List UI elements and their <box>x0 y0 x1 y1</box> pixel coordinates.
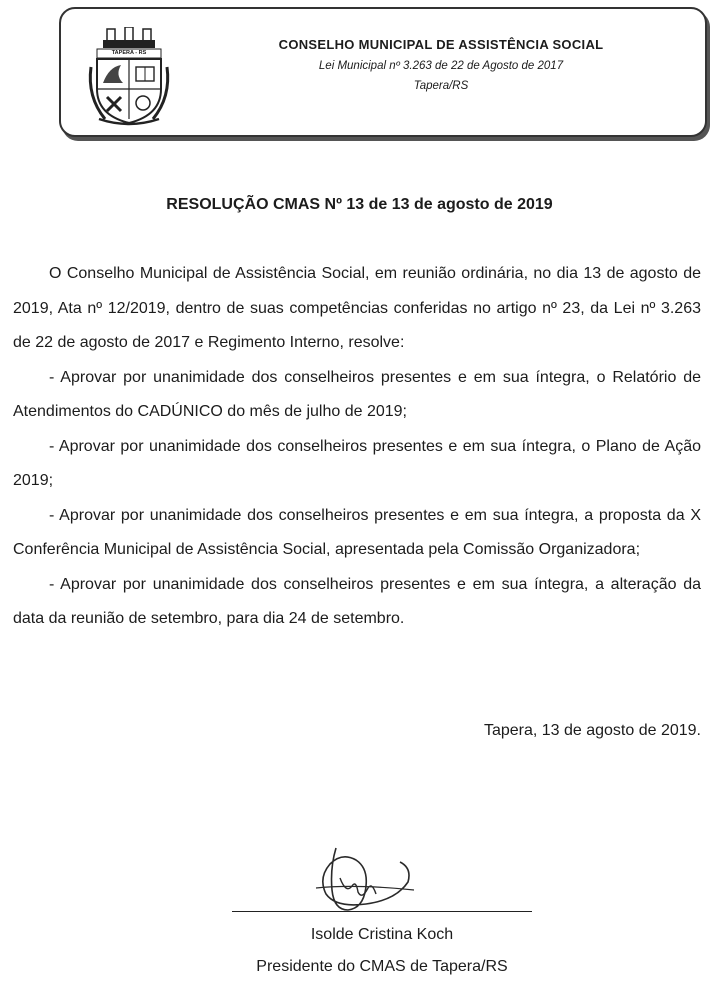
resolution-item-3: - Aprovar por unanimidade dos conselheiros presentes e em sua íntegra, a proposta da X Conferência Municipal de Assistência Social, apresentada pela Comissão Organizadora; <box>13 506 701 558</box>
city-name: Tapera/RS <box>413 80 469 92</box>
resolution-title: RESOLUÇÃO CMAS Nº 13 de 13 de agosto de 2019 <box>166 196 553 213</box>
signature-line <box>232 911 532 912</box>
letterhead <box>59 7 707 137</box>
law-reference: Lei Municipal nº 3.263 de 22 de Agosto de 2017 <box>318 60 564 72</box>
resolution-body <box>13 257 701 637</box>
resolution-item-4: - Aprovar por unanimidade dos conselheiros presentes e em sua íntegra, a alteração da data da reunião de setembro, para dia 24 de setembro. <box>13 575 701 627</box>
letterhead-text <box>191 37 691 92</box>
resolution-item-1: - Aprovar por unanimidade dos conselheiros presentes e em sua íntegra, o Relatório de Atendimentos do CADÚNICO do mês de julho de 2019; <box>13 368 701 420</box>
crest-label: TAPERA - RS <box>111 49 147 56</box>
signer-name: Isolde Cristina Koch <box>310 926 454 943</box>
place-date: Tapera, 13 de agosto de 2019. <box>483 722 701 739</box>
handwritten-signature-icon <box>296 838 424 920</box>
intro-paragraph: O Conselho Municipal de Assistência Social, em reunião ordinária, no dia 13 de agosto de 2019, Ata nº 12/2019, dentro de suas competências conferidas no artigo nº 23, da Lei nº 3.263 de 22 de agosto de 2017 e Regimento Interno, resolve: <box>13 265 701 351</box>
coat-of-arms-icon <box>85 27 173 127</box>
resolution-item-2: - Aprovar por unanimidade dos conselheiros presentes e em sua íntegra, o Plano de Ação 2019; <box>13 437 701 489</box>
signer-role: Presidente do CMAS de Tapera/RS <box>256 958 508 975</box>
council-name: CONSELHO MUNICIPAL DE ASSISTÊNCIA SOCIAL <box>278 37 604 52</box>
